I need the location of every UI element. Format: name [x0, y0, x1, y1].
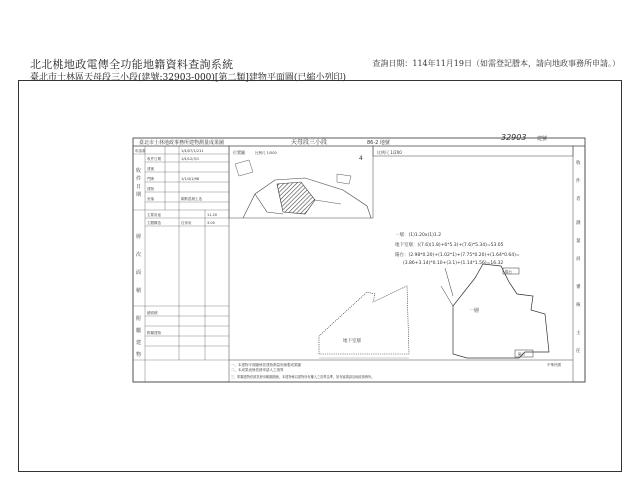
floor-plan-svg	[105, 120, 615, 388]
table-side-6: 屬	[136, 328, 142, 334]
table-value-6: 住家用	[181, 221, 192, 225]
section-name: 天母段三小段	[291, 139, 328, 146]
right-col-3: 者	[576, 197, 581, 202]
note-2: 二、本成果表係依據申請人之指界	[231, 368, 284, 372]
table-row-usage: 主要用途	[147, 213, 161, 217]
right-col-4: 測	[576, 221, 581, 226]
table-row-location: 坐落	[147, 197, 154, 201]
basement-floor-label: 地下室層	[343, 339, 361, 344]
north-arrow-icon: 4	[359, 155, 363, 162]
table-side-8: 物	[136, 352, 142, 358]
balcony-tag-1: 陽台	[505, 270, 512, 274]
table-row-total-area: 總面積	[147, 311, 158, 315]
balcony-area-formula-2: (3.86+3.14)*0.10+(3.1)+(1.14*1.56)=16.32	[403, 261, 504, 266]
table-value-7: 3.00	[207, 221, 215, 225]
table-side-3: 面	[136, 270, 142, 276]
table-row-building: 建物	[147, 187, 154, 191]
right-col-10: 任	[576, 349, 581, 354]
basement-area-formula: 地下室層：((7.6)(1.8)+6*5.3)+(7.6)*5.34)=53.05	[395, 243, 504, 248]
balcony-area-formula: 陽台：(2.98*0.20)+(1.02*1)+(7.75*0.20)+(1.64*0.64)=	[395, 253, 520, 258]
right-col-8: 核	[576, 303, 581, 308]
document-subtitle: 臺北市士林區天母段三小段(建號:32903-000)[第二類]建物平面圖(已縮小列印)	[30, 73, 346, 83]
building-number-label: 建號	[537, 136, 548, 142]
footer-stamp: 中華民國	[547, 363, 561, 367]
table-left-1: 收	[136, 168, 142, 174]
location-map-scale: 比例尺 1/500	[255, 151, 277, 155]
table-row-building-no: 建號	[147, 167, 154, 171]
balcony-tag-2: 陽台	[518, 352, 525, 357]
table-row-accessory: 附屬建物	[147, 331, 161, 335]
note-1: 一、本建物平面圖係依建物測量所繪製成果圖	[231, 363, 301, 367]
query-date: 查詢日期：114年11月19日（如需登記謄本，請向地政事務所申請。）	[372, 59, 620, 68]
table-row-structure: 主體構造	[147, 221, 161, 225]
system-title: 北北桃地政電傳全功能地籍資料查詢系統	[30, 58, 234, 71]
floor-area-formula: 一層：(1)1.20x(1)1.2	[395, 233, 442, 238]
table-left-3: 日	[136, 184, 142, 190]
table-side-2: 次	[136, 252, 142, 258]
table-left-4: 期	[136, 192, 142, 198]
table-side-5: 附	[136, 316, 142, 322]
right-col-5: 量	[576, 239, 581, 244]
right-col-2: 件	[576, 179, 581, 184]
scanned-floor-plan	[105, 120, 615, 388]
location-map-label: 位置圖	[233, 150, 245, 155]
table-left-2: 件	[136, 176, 142, 182]
table-side-1: 層	[136, 234, 142, 240]
table-value-3: 1/1/4/1/98	[181, 177, 200, 181]
office-title: 臺北市士林地政事務所建物測量成果圖	[139, 140, 225, 146]
note-3: 三、附屬建物依照其使用範圍測繪，本建物係以建物所有權人之指界為準，如有疑義請洽地政事務所。	[231, 375, 375, 379]
first-floor-label: 一層	[469, 308, 480, 314]
table-value-1: 1/4/07/1/211	[181, 149, 204, 153]
table-value-5: 11.20	[207, 213, 218, 217]
table-row-address: 門牌	[147, 177, 154, 181]
right-col-1: 收	[576, 161, 581, 166]
right-col-9: 主	[576, 331, 581, 336]
lot-number: 86-2 地號	[367, 140, 390, 146]
plan-scale: 比例尺 1/200	[377, 150, 402, 155]
right-col-6: 員	[576, 257, 581, 262]
page-header	[0, 0, 640, 83]
table-row-date: 收件日期	[147, 157, 161, 161]
right-col-7: 審	[576, 285, 581, 290]
table-value-4: 鋼筋混凝土造	[181, 197, 202, 201]
building-number-handwritten: 32903	[501, 133, 527, 142]
table-row-application: 申請書	[135, 149, 146, 153]
table-value-2: 1/4/12/3/1	[181, 157, 200, 161]
table-side-7: 建	[136, 340, 142, 346]
table-side-4: 積	[136, 288, 142, 294]
